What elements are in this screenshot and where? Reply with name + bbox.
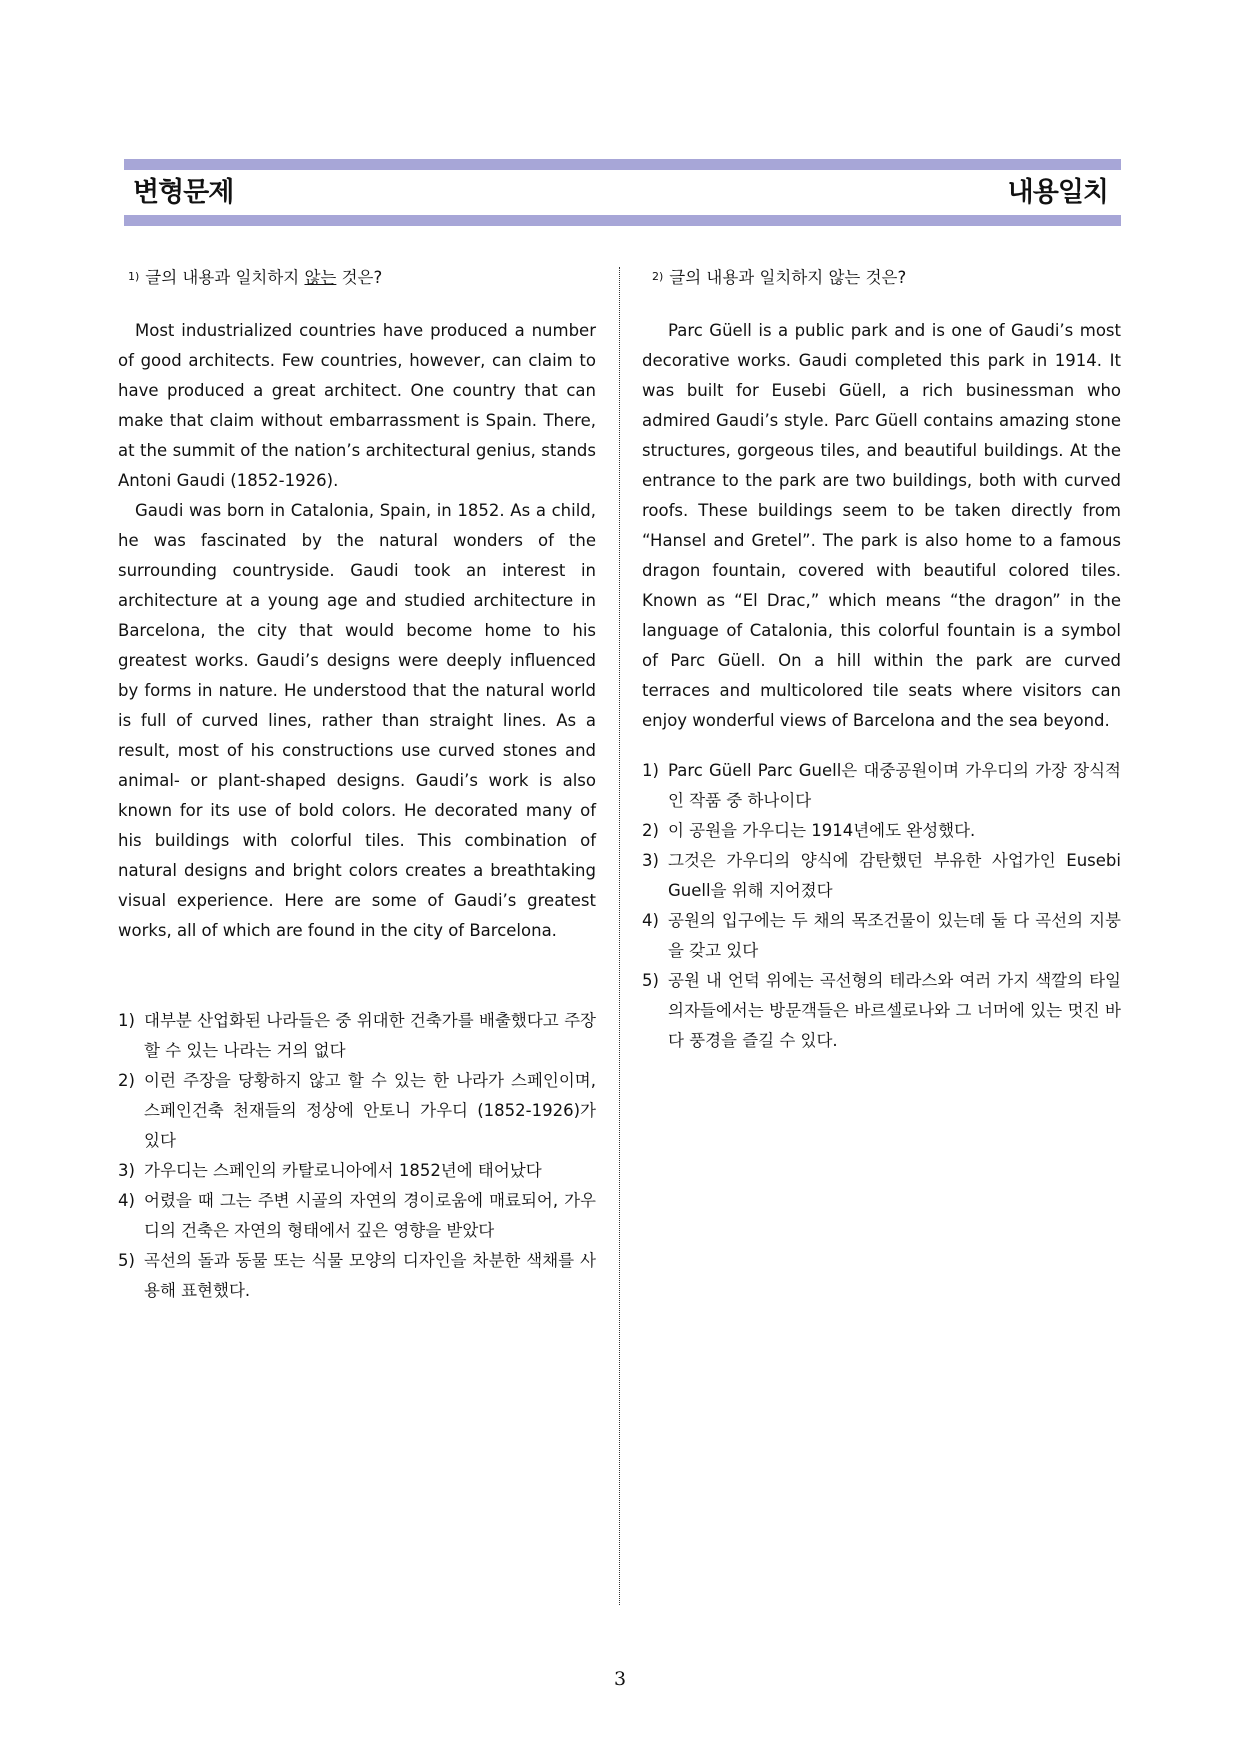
answer-choice[interactable]: 4) 어렸을 때 그는 주변 시골의 자연의 경이로움에 매료되어, 가우디의 건축은 자연의 형태에서 깊은 영향을 받았다: [118, 1191, 596, 1240]
answer-choice[interactable]: 1) Parc Güell Parc Guell은 대중공원이며 가우디의 가장 장식적인 작품 중 하나이다: [642, 761, 1121, 810]
answer-choice[interactable]: 2) 이 공원을 가우디는 1914년에도 완성했다.: [642, 821, 976, 840]
question-1-prompt: 1) 글의 내용과 일치하지 않는 것은?: [128, 268, 383, 287]
answer-choice[interactable]: 5) 곡선의 돌과 동물 또는 식물 모양의 디자인을 차분한 색채를 사용해 표현했다.: [118, 1251, 596, 1300]
answer-choice[interactable]: 2) 이런 주장을 당황하지 않고 할 수 있는 한 나라가 스페인이며, 스페인건축 천재들의 정상에 안토니 가우디 (1852-1926)가 있다: [118, 1071, 596, 1150]
answer-choice[interactable]: 3) 가우디는 스페인의 카탈로니아에서 1852년에 태어났다: [118, 1161, 542, 1180]
question-number: 1): [128, 270, 140, 283]
left-column: [118, 262, 596, 1306]
column-divider: [619, 267, 620, 1605]
passage-paragraph: Gaudi was born in Catalonia, Spain, in 1852. As a child, he was fascinated by the natural wonders of the surrounding countryside. Gaudi took an interest in architecture at a young age and studied architecture in Barcelona, the city that would become home to his greatest works. Gaudi’s designs were deeply influenced by forms in nature. He understood that the natural world is full of curved lines, rather than straight lines. As a result, most of his constructions use curved stones and animal- or plant-shaped designs. Gaudi’s work is also known for its use of bold colors. He decorated many of his buildings with colorful tiles. This combination of natural designs and bright colors creates a breathtaking visual experience. Here are some of Gaudi’s greatest works, all of which are found in the city of Barcelona.: [118, 501, 596, 940]
question-number: 2): [652, 270, 664, 283]
answer-choice[interactable]: 3) 그것은 가우디의 양식에 감탄했던 부유한 사업가인 Eusebi Guell을 위해 지어졌다: [642, 851, 1121, 900]
question-type-title: 내용일치: [1007, 177, 1108, 208]
passage-1: [118, 316, 596, 946]
answer-choices-1: [118, 1006, 596, 1306]
worksheet-type-title: 변형문제: [133, 177, 234, 208]
answer-choice[interactable]: 4) 공원의 입구에는 두 채의 목조건물이 있는데 둘 다 곡선의 지붕을 갖고 있다: [642, 911, 1121, 960]
passage-2: [642, 316, 1121, 736]
underlined-keyword: 않는: [304, 268, 337, 287]
header-bar-bottom: [124, 215, 1121, 226]
answer-choice[interactable]: 1) 대부분 산업화된 나라들은 중 위대한 건축가를 배출했다고 주장할 수 있는 나라는 거의 없다: [118, 1011, 596, 1060]
header-bar-top: [124, 159, 1121, 170]
passage-paragraph: Parc Güell is a public park and is one of Gaudi’s most decorative works. Gaudi completed this park in 1914. It was built for Eusebi Güell, a rich businessman who admired Gaudi’s style. Parc Güell contains amazing stone structures, gorgeous tiles, and beautiful buildings. At the entrance to the park are two buildings, both with curved roofs. These buildings seem to be taken directly from “Hansel and Gretel”. The park is also home to a famous dragon fountain, covered with beautiful colored tiles. Known as “El Drac,” which means “the dragon” in the language of Catalonia, this colorful fountain is a symbol of Parc Güell. On a hill within the park are curved terraces and multicolored tile seats where visitors can enjoy wonderful views of Barcelona and the sea beyond.: [642, 321, 1121, 730]
answer-choice[interactable]: 5) 공원 내 언덕 위에는 곡선형의 테라스와 여러 가지 색깔의 타일 의자들에서는 방문객들은 바르셀로나와 그 너머에 있는 멋진 바다 풍경을 즐길 수 있다.: [642, 971, 1121, 1050]
question-2-prompt: 2) 글의 내용과 일치하지 않는 것은?: [652, 268, 907, 287]
answer-choices-2: [642, 756, 1121, 1056]
passage-paragraph: Most industrialized countries have produced a number of good architects. Few countries, however, can claim to have produced a great architect. One country that can make that claim without embarrassment is Spain. There, at the summit of the nation’s architectural genius, stands Antoni Gaudi (1852-1926).: [118, 321, 596, 490]
page-number: 3: [613, 1668, 627, 1690]
right-column: [642, 262, 1121, 1056]
